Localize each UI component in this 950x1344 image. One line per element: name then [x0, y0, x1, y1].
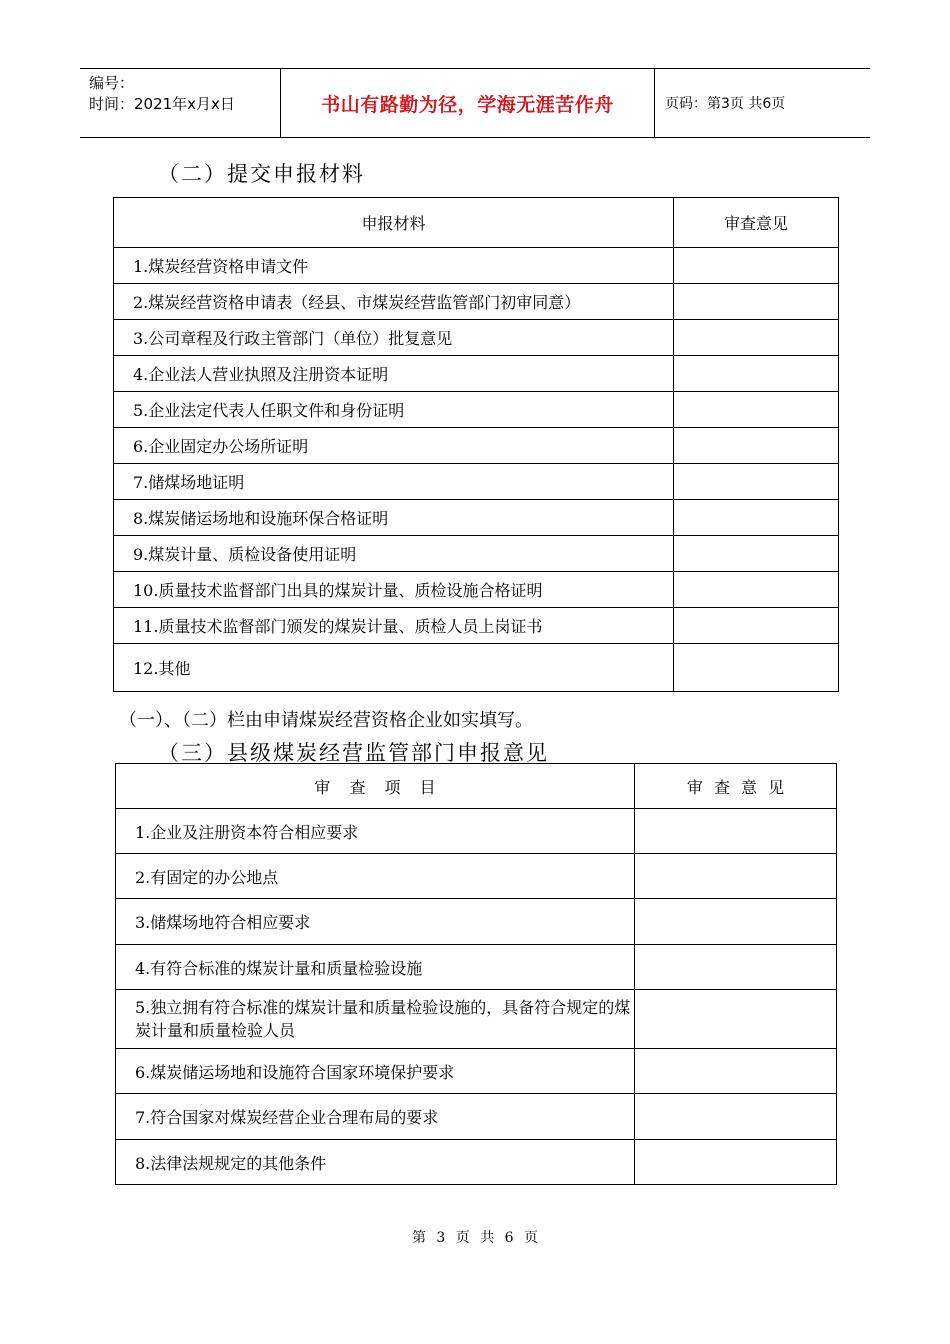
- table-header-row: [116, 764, 837, 809]
- document-header: [80, 68, 870, 138]
- material-item: 9.煤炭计量、质检设备使用证明: [114, 536, 674, 572]
- materials-table: [113, 197, 839, 692]
- review-table: [115, 763, 837, 1185]
- table-row: [114, 284, 839, 320]
- header-divider: [654, 69, 655, 137]
- table-row: [114, 608, 839, 644]
- header-page-number: 页码：第3页 共6页: [665, 96, 786, 112]
- section3-heading: （三）县级煤炭经营监管部门申报意见: [158, 741, 549, 765]
- table-row: [116, 809, 837, 854]
- table-row: [114, 320, 839, 356]
- column-header-items: 审 查 项 目: [116, 764, 635, 809]
- table-row: [114, 644, 839, 692]
- column-header-opinion: 审 查 意 见: [635, 764, 837, 809]
- review-item: 7.符合国家对煤炭经营企业合理布局的要求: [116, 1094, 635, 1140]
- header-motto: 书山有路勤为径，学海无涯苦作舟: [321, 93, 614, 116]
- review-item: 3.储煤场地符合相应要求: [116, 899, 635, 945]
- opinion-cell[interactable]: [674, 464, 839, 500]
- table-row: [114, 500, 839, 536]
- opinion-cell[interactable]: [635, 899, 837, 945]
- material-item: 1.煤炭经营资格申请文件: [114, 248, 674, 284]
- column-header-opinion: 审查意见: [674, 198, 839, 248]
- table-row: [116, 990, 837, 1049]
- review-item: 1.企业及注册资本符合相应要求: [116, 809, 635, 854]
- opinion-cell[interactable]: [635, 809, 837, 854]
- opinion-cell[interactable]: [635, 1140, 837, 1185]
- table-row: [116, 1140, 837, 1185]
- table-row: [114, 572, 839, 608]
- section2-heading: （二）提交申报材料: [158, 162, 365, 186]
- table-row: [114, 392, 839, 428]
- opinion-cell[interactable]: [674, 284, 839, 320]
- opinion-cell[interactable]: [674, 248, 839, 284]
- opinion-cell[interactable]: [674, 320, 839, 356]
- material-item: 7.储煤场地证明: [114, 464, 674, 500]
- review-item: 6.煤炭储运场地和设施符合国家环境保护要求: [116, 1049, 635, 1094]
- opinion-cell[interactable]: [674, 428, 839, 464]
- time-label: 时间：2021年x月x日: [89, 95, 235, 113]
- table-row: [116, 899, 837, 945]
- table-row: [116, 1094, 837, 1140]
- material-item: 2.煤炭经营资格申请表（经县、市煤炭经营监管部门初审同意）: [114, 284, 674, 320]
- opinion-cell[interactable]: [674, 356, 839, 392]
- table-row: [114, 428, 839, 464]
- table-row: [114, 248, 839, 284]
- review-item-text: 5.独立拥有符合标准的煤炭计量和质量检验设施的，具备符合规定的煤炭计量和质量检验人员: [135, 998, 631, 1040]
- material-item: 12.其他: [114, 644, 674, 692]
- table-row: [116, 945, 837, 990]
- fill-instruction-note: （一）、（二）栏由申请煤炭经营资格企业如实填写。: [119, 710, 533, 731]
- table-row: [116, 1049, 837, 1094]
- table-row: [116, 854, 837, 899]
- table-row: [114, 464, 839, 500]
- material-item: 8.煤炭储运场地和设施环保合格证明: [114, 500, 674, 536]
- material-item: 10.质量技术监督部门出具的煤炭计量、质检设施合格证明: [114, 572, 674, 608]
- opinion-cell[interactable]: [635, 854, 837, 899]
- opinion-cell[interactable]: [674, 608, 839, 644]
- review-item: 4.有符合标准的煤炭计量和质量检验设施: [116, 945, 635, 990]
- review-item: 2.有固定的办公地点: [116, 854, 635, 899]
- code-label: 编号：: [89, 74, 135, 92]
- material-item: 4.企业法人营业执照及注册资本证明: [114, 356, 674, 392]
- header-meta: [89, 73, 235, 115]
- opinion-cell[interactable]: [674, 644, 839, 692]
- opinion-cell[interactable]: [635, 1094, 837, 1140]
- material-item: 11.质量技术监督部门颁发的煤炭计量、质检人员上岗证书: [114, 608, 674, 644]
- opinion-cell[interactable]: [635, 945, 837, 990]
- opinion-cell[interactable]: [674, 392, 839, 428]
- review-item: [116, 990, 635, 1049]
- column-header-materials: 申报材料: [114, 198, 674, 248]
- opinion-cell[interactable]: [674, 572, 839, 608]
- opinion-cell[interactable]: [635, 990, 837, 1049]
- material-item: 5.企业法定代表人任职文件和身份证明: [114, 392, 674, 428]
- table-row: [114, 536, 839, 572]
- opinion-cell[interactable]: [674, 500, 839, 536]
- material-item: 3.公司章程及行政主管部门（单位）批复意见: [114, 320, 674, 356]
- table-row: [114, 356, 839, 392]
- page-footer: 第 3 页 共 6 页: [411, 1230, 539, 1246]
- table-header-row: [114, 198, 839, 248]
- review-item: 8.法律法规规定的其他条件: [116, 1140, 635, 1185]
- opinion-cell[interactable]: [635, 1049, 837, 1094]
- material-item: 6.企业固定办公场所证明: [114, 428, 674, 464]
- opinion-cell[interactable]: [674, 536, 839, 572]
